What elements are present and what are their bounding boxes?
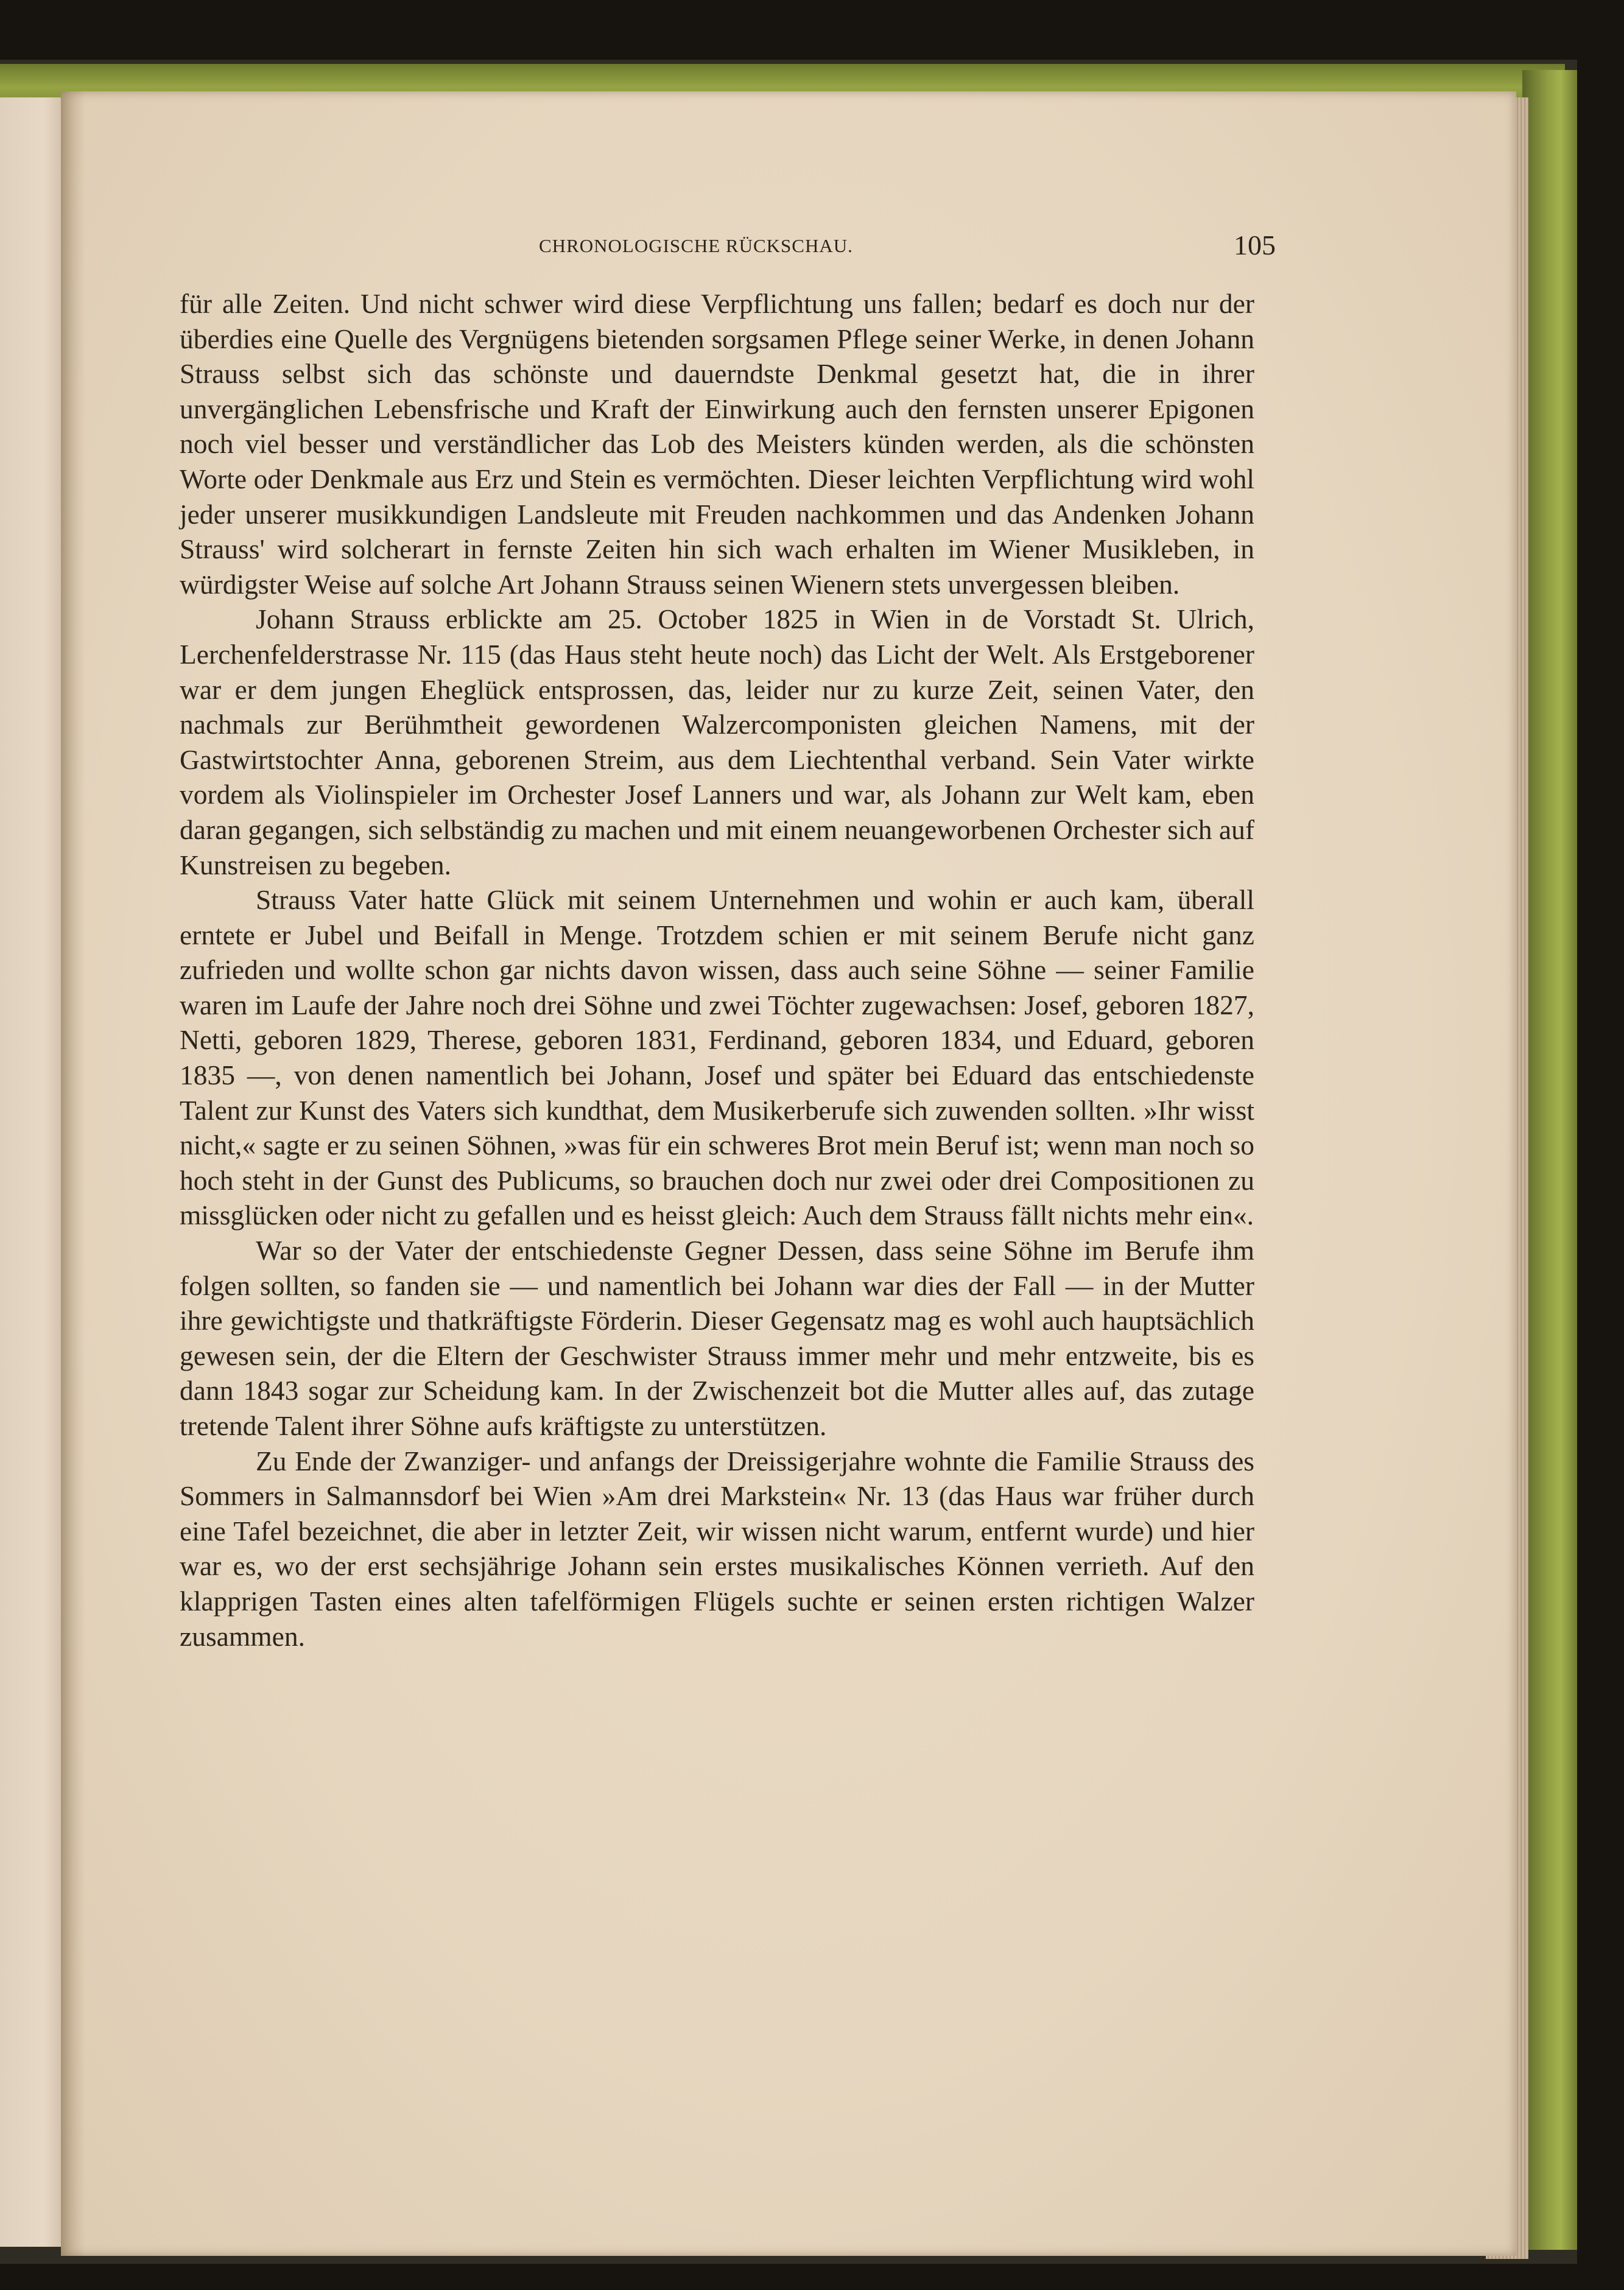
left-page-edge: [0, 97, 67, 2247]
paragraph-4: War so der Vater der entschiedenste Gegner Dessen, dass seine Söhne im Berufe ihm folgen sollten, so fanden sie — und namentlich bei Johann war dies der Fall — in der Mutter ihre gewichtigste und thatkräftigste Förderin. Dieser Gegensatz mag es wohl auch hauptsächlich gewesen sein, der die Eltern der Geschwister Strauss immer mehr und mehr entzweite, bis es dann 1843 sogar zur Scheidung kam. In der Zwischenzeit bot die Mutter alles auf, das zutage tretende Talent ihrer Söhne aufs kräftigste zu unterstützen.: [180, 1235, 1254, 1441]
page-gutter-shadow: [61, 91, 85, 2256]
paragraph-5: Zu Ende der Zwanziger- und anfangs der Dreissigerjahre wohnte die Familie Strauss des Sommers in Salmannsdorf bei Wien »Am drei Markstein« Nr. 13 (das Haus war früher durch eine Tafel bezeichnet, die aber in letzter Zeit, wir wissen nicht warum, entfernt wurde) und hier war es, wo der erst sechsjährige Johann sein erstes musikalisches Können verrieth. Auf den klapprigen Tasten eines alten tafelförmigen Flügels suchte er seinen ersten richtigen Walzer zusammen.: [180, 1445, 1254, 1652]
body-text: [180, 286, 1254, 1654]
paragraph-3: Strauss Vater hatte Glück mit seinem Unternehmen und wohin er auch kam, überall erntete er Jubel und Beifall in Menge. Trotzdem schien er mit seinem Berufe nicht ganz zufrieden und wollte schon gar nichts davon wissen, dass auch seine Söhne — seiner Familie waren im Laufe der Jahre noch drei Söhne und zwei Töchter zugewachsen: Josef, geboren 1827, Netti, geboren 1829, Therese, geboren 1831, Ferdinand, geboren 1834, und Eduard, geboren 1835 —, von denen namentlich bei Johann, Josef und später bei Eduard das entschiedenste Talent zur Kunst des Vaters sich kundthat, dem Musikerberufe sich zuwenden sollten. »Ihr wisst nicht,« sagte er zu seinen Söhnen, »was für ein schweres Brot mein Beruf ist; wenn man noch so hoch steht in der Gunst des Publicums, so brauchen doch nur zwei oder drei Compositionen zu missglücken oder nicht zu gefallen und es heisst gleich: Auch dem Strauss fällt nichts mehr ein«.: [180, 884, 1254, 1231]
cover-edge-right: [1522, 70, 1577, 2250]
paragraph-1: für alle Zeiten. Und nicht schwer wird diese Verpflichtung uns fallen; bedarf es doch nur der überdies eine Quelle des Vergnügens bietenden sorgsamen Pflege seiner Werke, in denen Johann Strauss selbst sich das schönste und dauerndste Denkmal gesetzt hat, die in ihrer unvergänglichen Lebensfrische und Kraft der Einwirkung auch den fernsten unserer Epigonen noch viel besser und verständlicher das Lob des Meisters künden werden, als die schönsten Worte oder Denkmale aus Erz und Stein es vermöchten. Dieser leichten Verpflichtung wird wohl jeder unserer musikkundigen Landsleute mit Freuden nachkommen und das Andenken Johann Strauss' wird solcherart in fernste Zeiten hin sich wach erhalten im Wiener Musikleben, in würdigster Weise auf solche Art Johann Strauss seinen Wienern stets unvergessen bleiben.: [180, 288, 1254, 600]
page-number: 105: [1234, 230, 1276, 261]
page-header: [539, 230, 1276, 272]
paragraph-2: Johann Strauss erblickte am 25. October 1825 in Wien in de Vorstadt St. Ulrich, Lerchenfelderstrasse Nr. 115 (das Haus steht heute noch) das Licht der Welt. Als Erstgeborener war er dem jungen Eheglück entsprossen, das, leider nur zu kurze Zeit, seinen Vater, den nachmals zur Berühmtheit gewordenen Walzercomponisten gleichen Namens, mit der Gastwirtstochter Anna, geborenen Streim, aus dem Liechtenthal verband. Sein Vater wirkte vordem als Violinspieler im Orchester Josef Lanners und war, als Johann zur Welt kam, eben daran gegangen, sich selbständig zu machen und mit einem neuangeworbenen Orchester sich auf Kunstreisen zu begeben.: [180, 603, 1255, 880]
running-head: CHRONOLOGISCHE RÜCKSCHAU.: [539, 235, 853, 256]
